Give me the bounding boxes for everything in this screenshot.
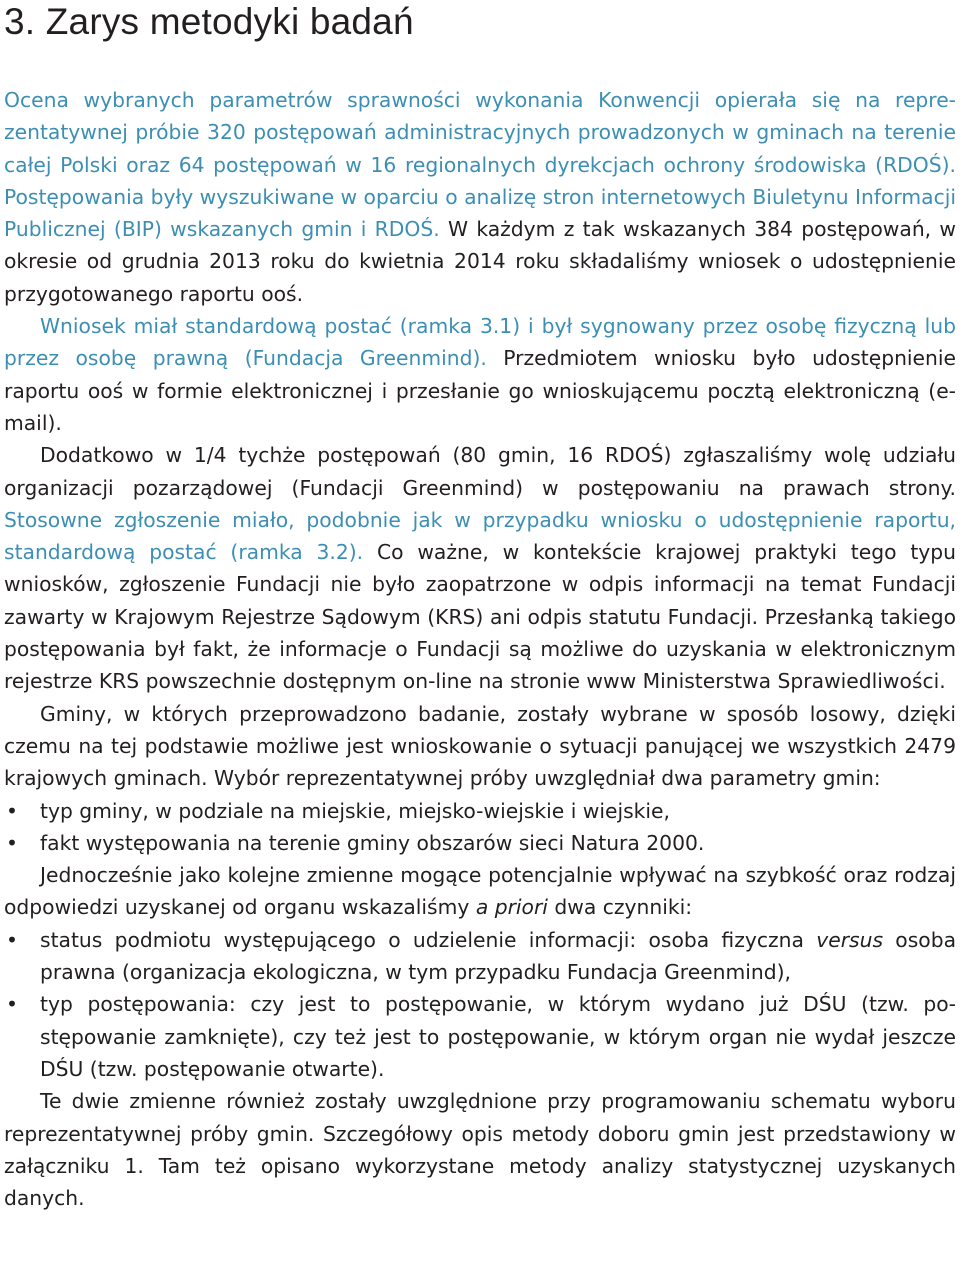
list-item-text-italic: versus	[816, 927, 884, 952]
paragraph-4: Gminy, w których przeprowadzono badanie, zostały wybrane w sposób losowy, dzięki czemu na tej podstawie możliwe jest wnioskowanie o sytuacji panującej we wszystkich 2479 krajowych gminach. Wybór reprezentatywnej próby uwzględniał dwa parametry gmin:	[4, 701, 956, 791]
list-item	[4, 924, 956, 989]
list-item	[4, 795, 956, 827]
gmina-parameters-list	[4, 795, 956, 860]
bullet-icon: •	[6, 830, 18, 855]
list-item-text: fakt występowania na terenie gminy obszarów sieci Natura 2000.	[40, 830, 705, 855]
paragraph-3-part-a: Dodatkowo w 1/4 tychże postępowań (80 gmin, 16 RDOŚ) zgłaszaliśmy wolę udziału organizacji pozarządowej (Fundacji Greenmind) w postępowaniu na prawach strony.	[4, 443, 956, 500]
paragraph-5-after: dwa czynniki:	[547, 895, 693, 920]
list-item-text: typ gminy, w podziale na miejskie, miejsko-wiejskie i wiejskie,	[40, 798, 670, 823]
paragraph-1-rest: W każdym z tak wskazanych 384 postępowań, w okresie od grudnia 2013 roku do kwietnia 2014 roku składaliśmy wniosek o udostępnienie przygotowanego raportu ooś.	[4, 217, 956, 306]
paragraph-1	[4, 84, 956, 310]
list-item	[4, 988, 956, 1085]
paragraph-2-accent: Wniosek miał standardową postać (ramka 3.1) i był sygnowany przez osobę fizyczną lub przez osobę prawną (Fundacja Greenmind).	[4, 314, 956, 371]
list-item-text-after: osoba prawna (organizacja ekologiczna, w tym przypadku Fundacja Greenmind),	[40, 927, 956, 985]
bullet-icon: •	[6, 798, 18, 823]
paragraph-5-before: Jednocześnie jako kolejne zmienne mogące potencjalnie wpływać na szybkość oraz rodzaj odpowiedzi uzyskanej od organu wskazaliśmy	[4, 863, 956, 920]
chapter-title: 3. Zarys metodyki badań	[4, 1, 414, 42]
bullet-icon: •	[6, 992, 18, 1017]
body-text	[4, 84, 956, 1214]
paragraph-5	[4, 859, 956, 924]
list-item-text: typ postępowania: czy jest to postępowanie, w którym wydano już DŚU (tzw. postępowanie zamknięte), czy też jest to postępowanie, w którym organ nie wydał jeszcze DŚU (tzw. postępowanie otwarte).	[40, 992, 956, 1081]
paragraph-6: Te dwie zmienne również zostały uwzględnione przy programowaniu schematu wyboru reprezentatywnej próby gmin. Szczegółowy opis metody doboru gmin jest przedstawiony w załączniku 1. Tam też opisano wykorzystane metody analizy statystycznej uzyskanych danych.	[4, 1089, 956, 1211]
paragraph-3-part-c: Co ważne, w kontekście krajowej praktyki tego typu wniosków, zgłoszenie Fundacji nie było zaopatrzone w odpis informacji na temat Fundacji zawarty w Krajowym Rejestrze Sądowym (KRS) ani odpis statutu Fundacji. Przesłanką takiego postępowania był fakt, że informacje o Fundacji są możliwe do uzyskania w elektronicznym rejestrze KRS powszechnie dostępnym on-line na stronie www Ministerstwa Sprawiedliwości.	[4, 540, 956, 694]
paragraph-2	[4, 310, 956, 439]
paragraph-3	[4, 439, 956, 697]
list-item	[4, 827, 956, 859]
list-item-text-before: status podmiotu występującego o udzielenie informacji: osoba fizyczna	[40, 927, 817, 952]
paragraph-2-rest: Przedmiotem wniosku było udostępnienie raportu ooś w formie elektronicznej i przesłanie go wnioskującemu pocztą elektroniczną (e-mail).	[4, 346, 957, 435]
factors-list	[4, 924, 956, 1085]
document-page	[4, 0, 956, 1214]
paragraph-3-part-b: Stosowne zgłoszenie miało, podobnie jak w przypadku wniosku o udostępnienie raportu, standardową postać (ramka 3.2).	[4, 507, 956, 565]
bullet-icon: •	[6, 927, 18, 952]
paragraph-5-italic: a priori	[475, 895, 548, 920]
paragraph-1-accent: Ocena wybranych parametrów sprawności wykonania Konwencji opierała się na reprezentatywnej próbie 320 postępowań administracyjnych prowadzonych w gminach na terenie całej Polski oraz 64 postępowań w 16 regionalnych dyrekcjach ochrony środowiska (RDOŚ). Postępowania były wyszukiwane w oparciu o analizę stron internetowych Biuletynu Informacji Publicznej (BIP) wskazanych gmin i RDOŚ.	[4, 88, 956, 242]
